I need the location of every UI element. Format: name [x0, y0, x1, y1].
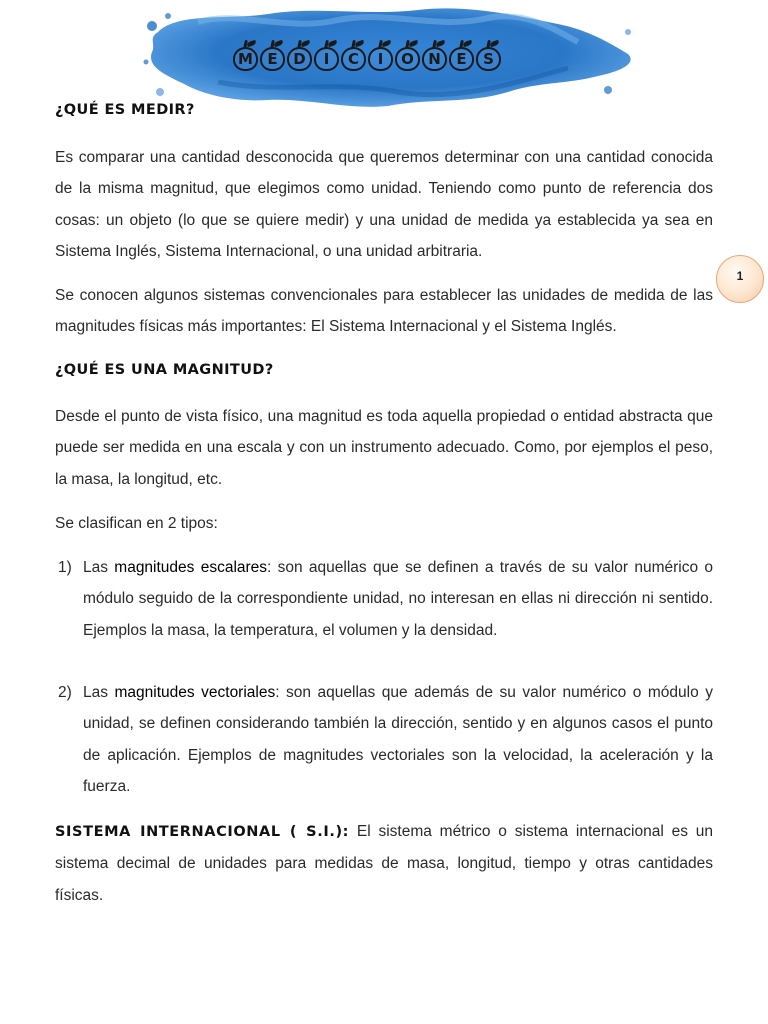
- paragraph-sistemas: Se conocen algunos sistemas convencionales para establecer las unidades de medida de las magnitudes físicas más importantes: El Sistema Internacional y el Sistema Inglés.: [55, 287, 713, 336]
- banner-letter: C: [347, 50, 359, 68]
- banner-letter-apple: [367, 38, 394, 74]
- list-item-text: Las magnitudes vectoriales: son aquellas que además de su valor numérico o módulo y unidad, se definen considerando también la dirección, sentido y en algunos casos el punto de aplicación. Ejemplos de magnitudes vectoriales son la velocidad, la aceleración y la fuerza.: [83, 684, 713, 795]
- list-item-text: Las magnitudes escalares: son aquellas que se definen a través de su valor numérico o módulo seguido de la correspondiente unidad, no interesan en ellas ni dirección ni sentido. Ejemplos la masa, la temperatura, el volumen y la densidad.: [83, 559, 713, 639]
- banner-letter-apple: [286, 38, 313, 74]
- list-number: 1): [58, 559, 72, 576]
- banner-letter: M: [238, 50, 253, 68]
- banner-letter: I: [377, 50, 384, 68]
- banner-letter: N: [428, 50, 441, 68]
- list-number: 2): [58, 684, 72, 701]
- term-magnitudes-escalares: magnitudes escalares: [114, 559, 268, 576]
- page-number-badge: 1: [716, 255, 764, 303]
- heading-que-es-magnitud: ¿QUÉ ES UNA MAGNITUD?: [55, 362, 274, 378]
- banner-letter: O: [401, 50, 414, 68]
- paragraph-magnitud-definition: Desde el punto de vista físico, una magnitud es toda aquella propiedad o entidad abstracta que puede ser medida en una escala y con un instrumento adecuado. Como, por ejemplos el peso, la masa, la longitud, etc.: [55, 408, 713, 488]
- paragraph-medir-definition: Es comparar una cantidad desconocida que queremos determinar con una cantidad conocida de la misma magnitud, que elegimos como unidad. Teniendo como punto de referencia dos cosas: un objeto (lo que se quiere medir) y una unidad de medida ya establecida ya sea en Sistema Inglés, Sistema Internacional, o una unidad arbitraria.: [55, 149, 713, 260]
- banner-letter-apple: [340, 38, 367, 74]
- paragraph-clasificacion: Se clasifican en 2 tipos:: [55, 515, 218, 532]
- banner-letter-apple: [313, 38, 340, 74]
- banner-letter-apple: [475, 38, 502, 74]
- banner-letter-apple: [421, 38, 448, 74]
- banner-letter-apple: [259, 38, 286, 74]
- banner-letter: S: [483, 50, 494, 68]
- banner-letter-apple: [232, 38, 259, 74]
- term-magnitudes-vectoriales: magnitudes vectoriales: [114, 684, 276, 701]
- banner-letter: D: [293, 50, 306, 68]
- banner-letter-apple: [394, 38, 421, 74]
- banner-letter: I: [323, 50, 330, 68]
- banner-title: [232, 38, 502, 74]
- heading-sistema-internacional: SISTEMA INTERNACIONAL ( S.I.):: [55, 824, 350, 840]
- banner-letter-apple: [448, 38, 475, 74]
- heading-que-es-medir: ¿QUÉ ES MEDIR?: [55, 102, 195, 118]
- banner-letter: E: [456, 50, 467, 68]
- paragraph-sistema-internacional: SISTEMA INTERNACIONAL ( S.I.): El sistema métrico o sistema internacional es un sistema decimal de unidades para medidas de masa, longitud, tiempo y otras cantidades físicas.: [55, 823, 713, 904]
- banner-letter: E: [267, 50, 278, 68]
